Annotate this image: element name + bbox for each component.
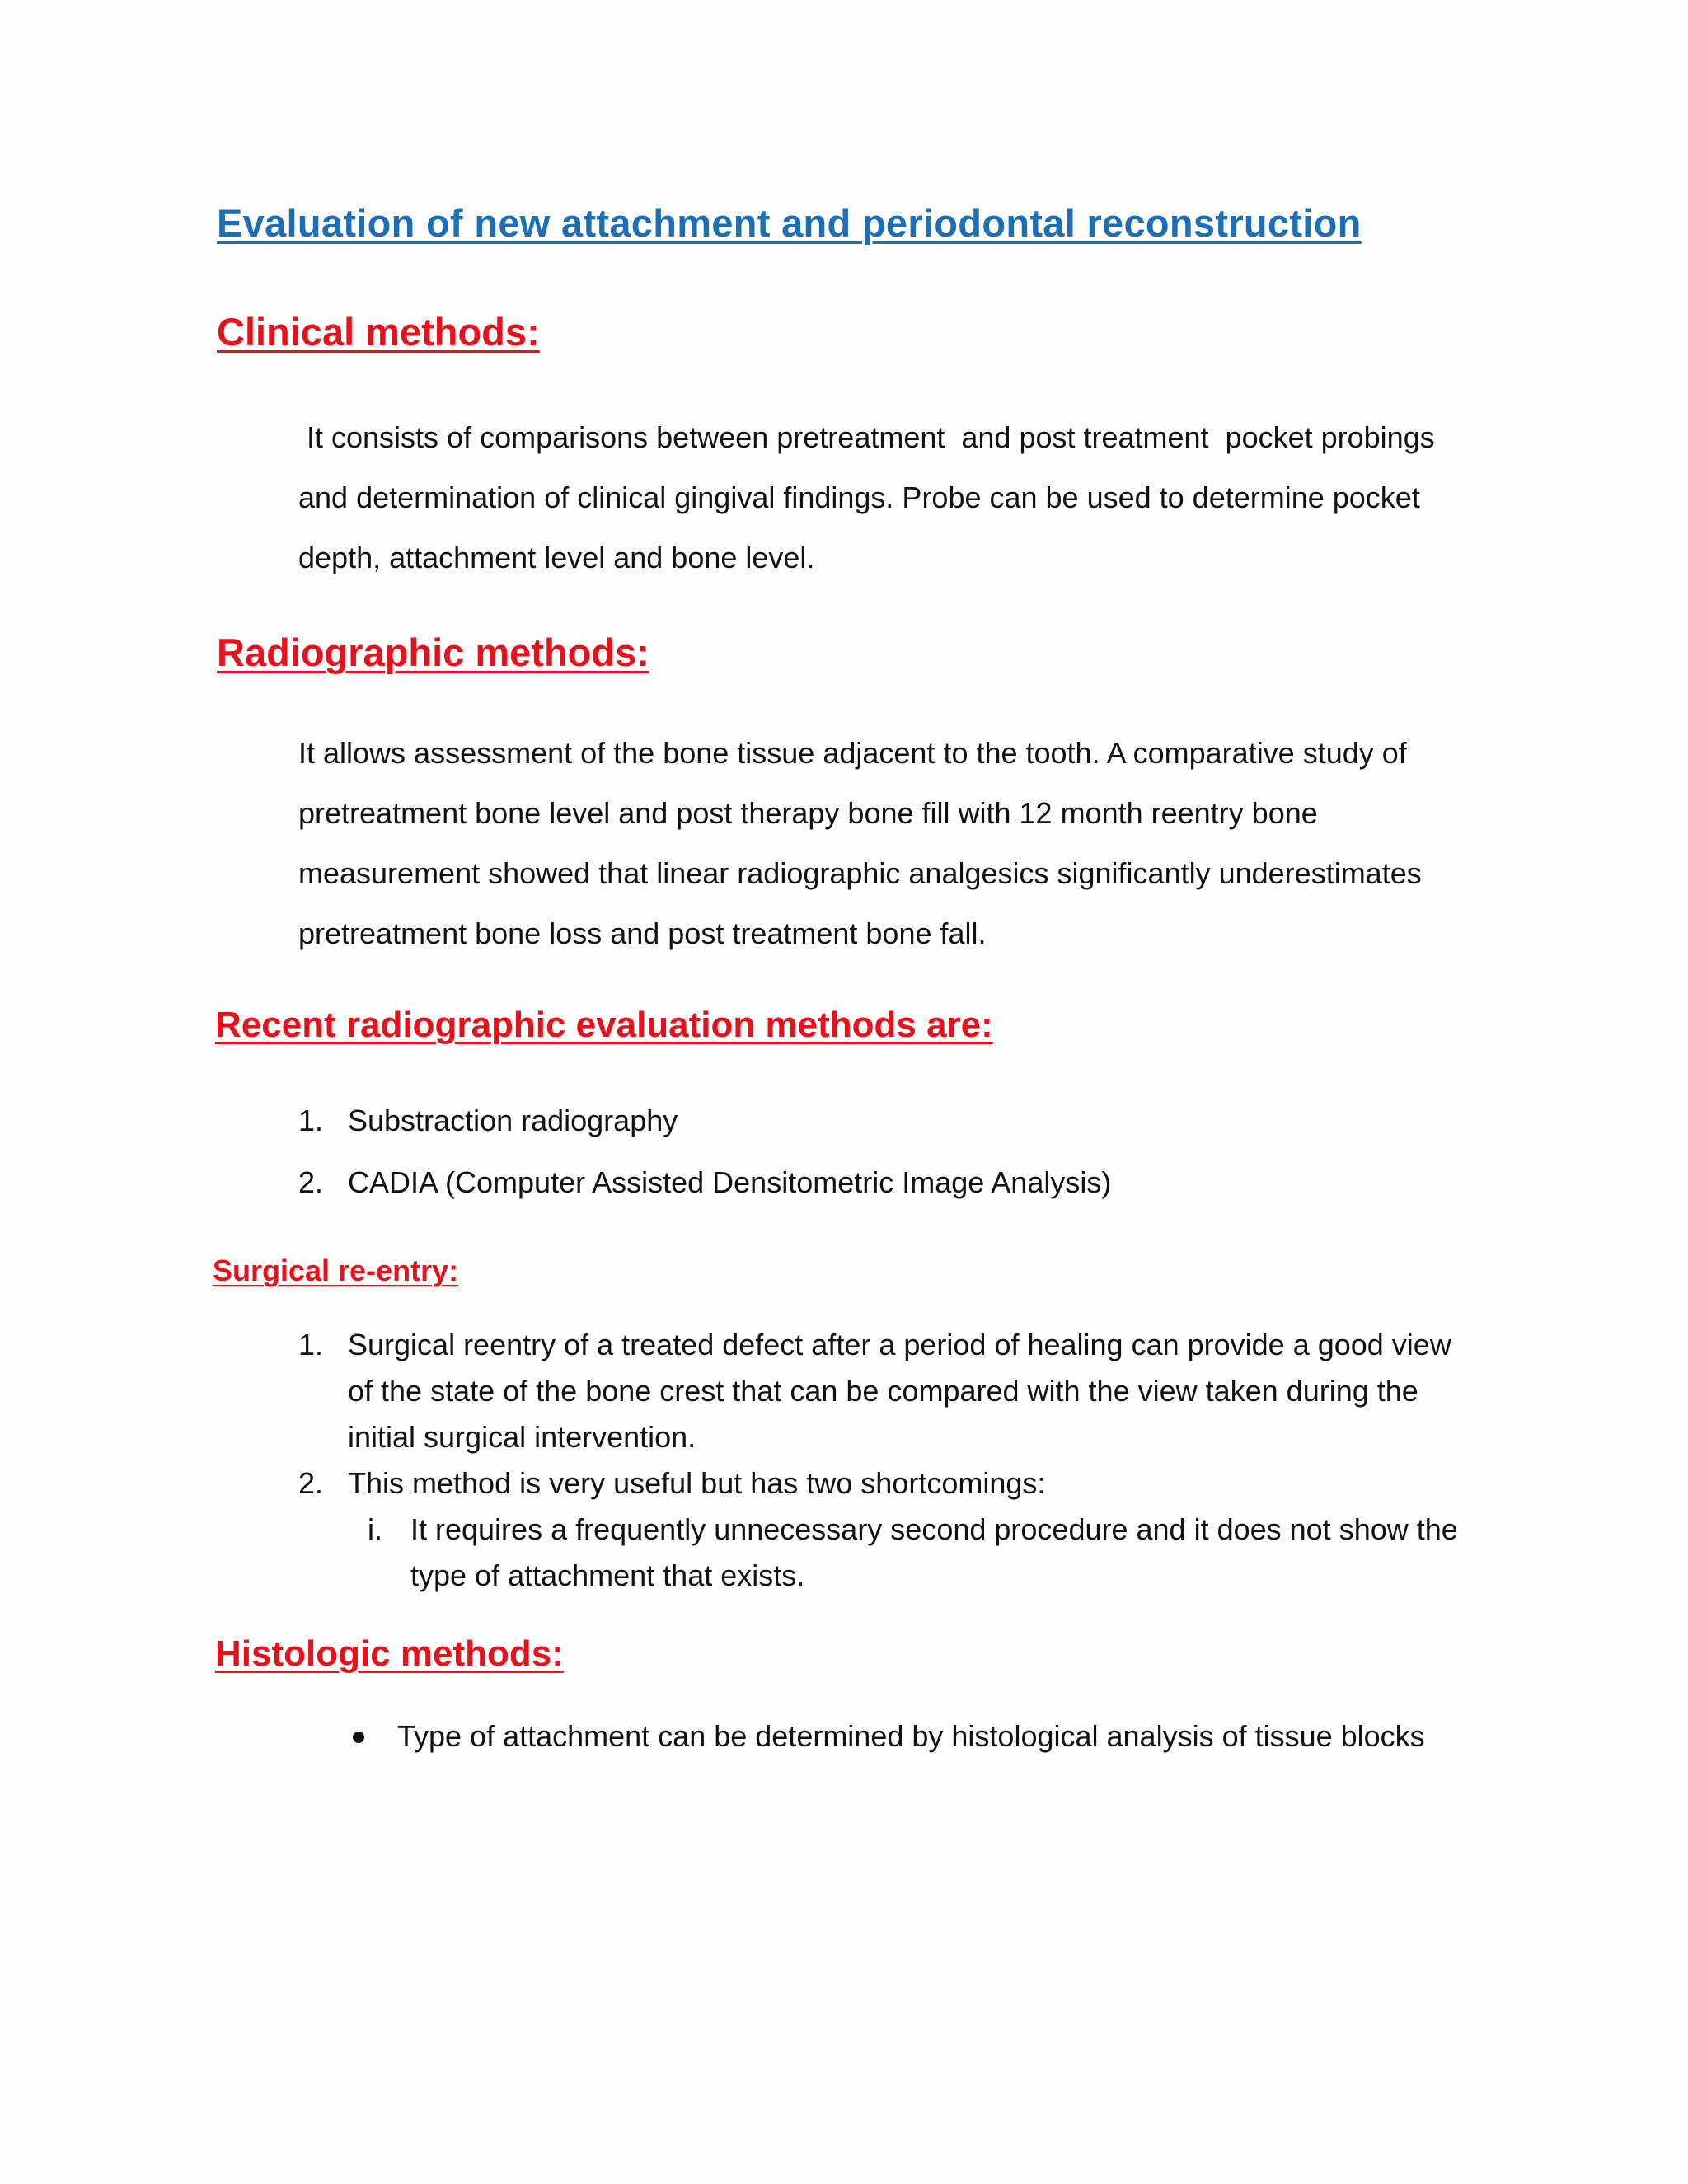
list-item-text: CADIA (Computer Assisted Densitometric Image Analysis)	[348, 1165, 1112, 1199]
sub-list-item-line: type of attachment that exists.	[410, 1558, 805, 1592]
list-item-line: of the state of the bone crest that can be compared with the view taken during the	[348, 1374, 1418, 1408]
paragraph-line: and determination of clinical gingival findings. Probe can be used to determine pocket	[298, 480, 1420, 514]
list-item	[298, 1090, 1502, 1151]
paragraph-line: measurement showed that linear radiographic analgesics significantly underestimates	[298, 856, 1422, 890]
list-item	[298, 1322, 1502, 1460]
list-item-text: Substraction radiography	[348, 1104, 678, 1137]
list-item-line: Surgical reentry of a treated defect after a period of healing can provide a good view	[348, 1328, 1451, 1361]
list-item	[298, 1151, 1502, 1213]
list-item	[298, 1460, 1502, 1507]
recent-methods-list	[298, 1090, 1502, 1213]
sub-list-item-number: i.	[368, 1512, 382, 1546]
paragraph-line: pretreatment bone level and post therapy bone fill with 12 month reentry bone	[298, 796, 1318, 830]
heading-surgical-reentry: Surgical re-entry:	[213, 1254, 459, 1287]
histologic-bullet-list	[346, 1712, 1500, 1761]
list-item-number: 1.	[298, 1328, 324, 1361]
surgical-reentry-list	[298, 1322, 1502, 1599]
paragraph-clinical-methods	[298, 407, 1485, 588]
heading-clinical-methods: Clinical methods:	[217, 310, 540, 354]
bullet-item-text: Type of attachment can be determined by histological analysis of tissue blocks	[397, 1719, 1425, 1753]
heading-radiographic-methods: Radiographic methods:	[217, 630, 649, 674]
list-item-line: This method is very useful but has two shortcomings:	[348, 1466, 1046, 1500]
paragraph-line: depth, attachment level and bone level.	[298, 541, 815, 574]
paragraph-radiographic-methods	[298, 723, 1485, 963]
sub-list-item	[298, 1507, 1502, 1599]
paragraph-line: pretreatment bone loss and post treatment bone fall.	[298, 916, 987, 950]
list-item-number: 2.	[298, 1466, 324, 1500]
list-item-number: 2.	[298, 1165, 324, 1199]
heading-histologic-methods: Histologic methods:	[215, 1633, 564, 1674]
list-item-number: 1.	[298, 1104, 324, 1137]
bullet-item	[346, 1712, 1500, 1761]
list-item-line: initial surgical intervention.	[348, 1420, 696, 1454]
paragraph-line: It allows assessment of the bone tissue adjacent to the tooth. A comparative study of	[298, 736, 1407, 770]
heading-recent-radiographic-methods: Recent radiographic evaluation methods are:	[215, 1005, 993, 1045]
bullet-icon	[353, 1732, 364, 1743]
paragraph-line: It consists of comparisons between pretreatment and post treatment pocket probings	[298, 420, 1435, 454]
sub-list-item-line: It requires a frequently unnecessary second procedure and it does not show the	[410, 1512, 1458, 1546]
document-title: Evaluation of new attachment and periodontal reconstruction	[217, 201, 1362, 245]
